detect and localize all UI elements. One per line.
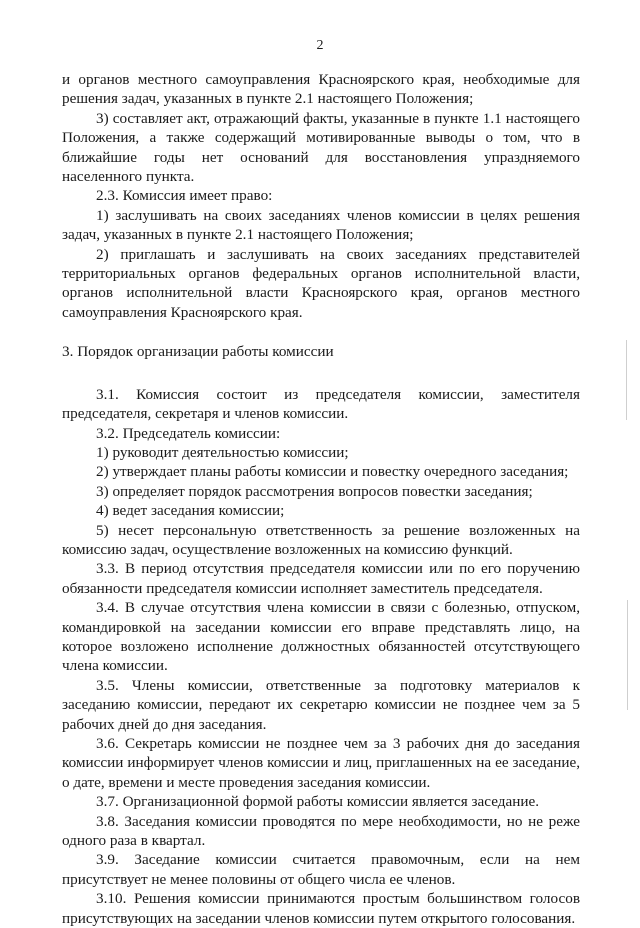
paragraph: 3) определяет порядок рассмотрения вопросов повестки заседания; (96, 482, 533, 500)
paragraph: 2.3. Комиссия имеет право: (96, 187, 273, 205)
paragraph: 5) несет персональную ответственность за решение возложенных на комиссию задач, осуществление возложенных на комиссию функций. (62, 521, 580, 558)
paragraph: 3.4. В случае отсутствия члена комиссии в связи с болезнью, отпуском, командировкой на заседании комиссии его вправе представлять лицо, на которое возложено исполнение должностных обязанностей отсутствующего члена комиссии. (62, 599, 580, 675)
paragraph: 1) руководит деятельностью комиссии; (96, 443, 349, 461)
paragraph: 3.9. Заседание комиссии считается правомочным, если на нем присутствует не менее половины от общего числа ее членов. (62, 851, 580, 888)
paragraph: 3.1. Комиссия состоит из председателя комиссии, заместителя председателя, секретаря и членов комиссии. (62, 385, 580, 423)
paragraph: 3.2. Председатель комиссии: (96, 424, 281, 442)
paragraph: 3.5. Члены комиссии, ответственные за подготовку материалов к заседанию комиссии, передают их секретарю комиссии не позднее чем за 5 рабочих дней до дня заседания. (62, 676, 580, 733)
paragraph: 2) утверждает планы работы комиссии и повестку очередного заседания; (96, 463, 569, 481)
paragraph: 3.3. В период отсутствия председателя комиссии или по его поручению обязанности председателя комиссии исполняет заместитель председателя. (62, 560, 580, 597)
section-heading: 3. Порядок организации работы комиссии (62, 343, 334, 361)
scan-edge-artifact (627, 600, 628, 710)
paragraph: 3.7. Организационной формой работы комиссии является заседание. (96, 793, 540, 811)
paragraph: 4) ведет заседания комиссии; (96, 502, 285, 520)
paragraph: 3.10. Решения комиссии принимаются простым большинством голосов присутствующих на заседании членов комиссии путем открытого голосования. (62, 890, 580, 927)
paragraph: и органов местного самоуправления Красноярского края, необходимые для решения задач, указанных в пункте 2.1 настоящего Положения; (62, 71, 580, 108)
paragraph: 1) заслушивать на своих заседаниях членов комиссии в целях решения задач, указанных в пункте 2.1 настоящего Положения; (62, 206, 580, 244)
paragraph: 3) составляет акт, отражающий факты, указанные в пункте 1.1 настоящего Положения, а также содержащий мотивированные выводы о том, что в ближайшие годы нет оснований для восстановления упраздняемого населенного пункта. (62, 109, 580, 186)
paragraph: 3.6. Секретарь комиссии не позднее чем за 3 рабочих дня до заседания комиссии информирует членов комиссии и лиц, приглашенных на ее заседание, о дате, времени и месте проведения заседания комиссии. (62, 735, 580, 791)
scan-edge-artifact (626, 340, 627, 420)
paragraph: 3.8. Заседания комиссии проводятся по мере необходимости, но не реже одного раза в квартал. (62, 812, 580, 850)
page-number: 2 (316, 38, 324, 53)
paragraph: 2) приглашать и заслушивать на своих заседаниях представителей территориальных органов федеральных органов исполнительной власти, органов исполнительной власти Красноярского края, органов местного самоуправления Красноярского края. (62, 245, 580, 321)
document-body (62, 70, 580, 928)
